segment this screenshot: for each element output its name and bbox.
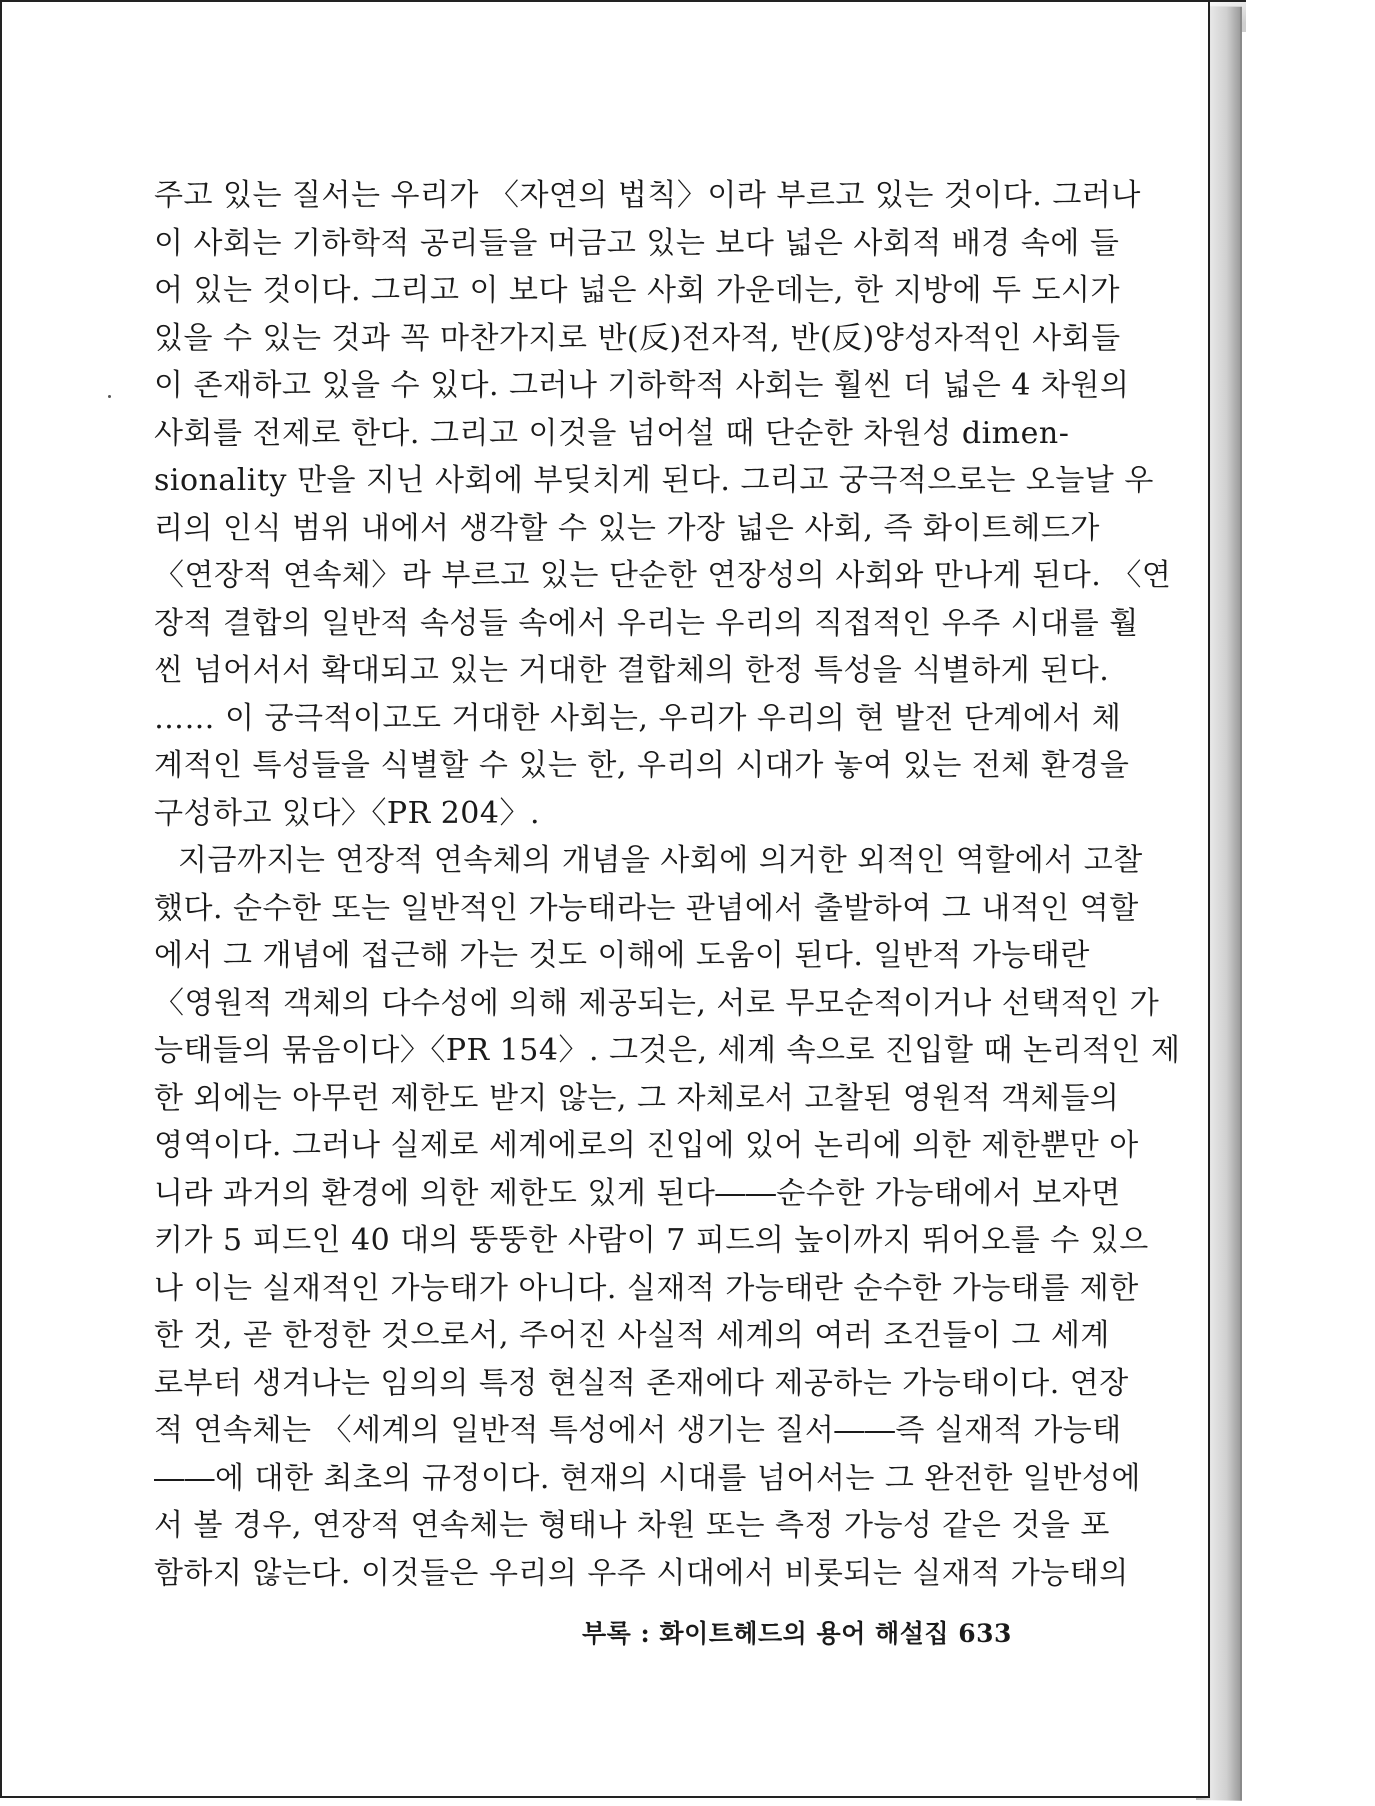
text-line: 지금까지는 연장적 연속체의 개념을 사회에 의거한 외적인 역할에서 고찰 xyxy=(178,843,1143,878)
text-line: 했다. 순수한 또는 일반적인 가능태라는 관념에서 출발하여 그 내적인 역할 xyxy=(154,890,1139,926)
text-line: ――에 대한 최초의 규정이다. 현재의 시대를 넘어서는 그 완전한 일반성에 xyxy=(154,1460,1141,1496)
paragraph-2 xyxy=(154,837,1181,1597)
text-line: 이 사회는 기하학적 공리들을 머금고 있는 보다 넓은 사회적 배경 속에 들 xyxy=(154,225,1120,261)
text-line: 로부터 생겨나는 임의의 특정 현실적 존재에다 제공하는 가능태이다. 연장 xyxy=(154,1365,1129,1401)
text-line: 나 이는 실재적인 가능태가 아니다. 실재적 가능태란 순수한 가능태를 제한 xyxy=(154,1270,1139,1306)
paragraph-1 xyxy=(154,172,1172,837)
text-line: 장적 결합의 일반적 속성들 속에서 우리는 우리의 직접적인 우주 시대를 훨 xyxy=(154,605,1139,641)
body-text xyxy=(154,172,1181,1597)
text-line: 영역이다. 그러나 실제로 세계에로의 진입에 있어 논리에 의한 제한뿐만 아 xyxy=(154,1128,1139,1163)
text-line: 능태들의 묶음이다〉〈PR 154〉. 그것은, 세계 속으로 진입할 때 논리적인 제 xyxy=(154,1033,1181,1068)
text-line: 사회를 전제로 한다. 그리고 이것을 넘어설 때 단순한 차원성 dimen- xyxy=(154,415,1070,451)
text-line: 어 있는 것이다. 그리고 이 보다 넓은 사회 가운데는, 한 지방에 두 도시가 xyxy=(154,273,1120,308)
page-footer: 부록 : 화이트헤드의 용어 해설집 633 xyxy=(582,1619,1012,1648)
text-line: 주고 있는 질서는 우리가 〈자연의 법칙〉이라 부르고 있는 것이다. 그러나 xyxy=(154,178,1141,213)
text-line: 〈연장적 연속체〉라 부르고 있는 단순한 연장성의 사회와 만나게 된다. 〈연 xyxy=(154,558,1172,593)
text-line: 씬 넘어서서 확대되고 있는 거대한 결합체의 한정 특성을 식별하게 된다. xyxy=(154,653,1110,688)
text-line: 적 연속체는 〈세계의 일반적 특성에서 생기는 질서――즉 실재적 가능태 xyxy=(154,1413,1122,1448)
text-line: 니라 과거의 환경에 의한 제한도 있게 된다――순수한 가능태에서 보자면 xyxy=(154,1175,1121,1211)
text-line: 키가 5 피드인 40 대의 뚱뚱한 사람이 7 피드의 높이까지 뛰어오를 수 있으 xyxy=(154,1223,1149,1258)
text-line: …… 이 궁극적이고도 거대한 사회는, 우리가 우리의 현 발전 단계에서 체 xyxy=(154,700,1122,736)
text-line: 이 존재하고 있을 수 있다. 그러나 기하학적 사회는 훨씬 더 넓은 4 차원의 xyxy=(154,368,1130,403)
speck-mark xyxy=(108,395,111,398)
text-line: 한 것, 곧 한정한 것으로서, 주어진 사실적 세계의 여러 조건들이 그 세계 xyxy=(154,1318,1110,1353)
text-line: 리의 인식 범위 내에서 생각할 수 있는 가장 넓은 사회, 즉 화이트헤드가 xyxy=(154,510,1100,546)
text-line: 있을 수 있는 것과 꼭 마찬가지로 반(反)전자적, 반(反)양성자적인 사회들 xyxy=(154,320,1121,356)
text-line: 〈영원적 객체의 다수성에 의해 제공되는, 서로 무모순적이거나 선택적인 가 xyxy=(154,985,1160,1021)
text-line: 에서 그 개념에 접근해 가는 것도 이해에 도움이 된다. 일반적 가능태란 xyxy=(154,938,1090,973)
text-line: 구성하고 있다〉〈PR 204〉. xyxy=(154,795,541,831)
text-line: 함하지 않는다. 이것들은 우리의 우주 시대에서 비롯되는 실재적 가능태의 xyxy=(154,1555,1129,1591)
text-line: 계적인 특성들을 식별할 수 있는 한, 우리의 시대가 놓여 있는 전체 환경을 xyxy=(154,748,1130,783)
text-line: 한 외에는 아무런 제한도 받지 않는, 그 자체로서 고찰된 영원적 객체들의 xyxy=(154,1080,1120,1116)
text-line: sionality 만을 지닌 사회에 부딪치게 된다. 그리고 궁극적으로는 오늘날 우 xyxy=(154,463,1154,498)
text-line: 서 볼 경우, 연장적 연속체는 형태나 차원 또는 측정 가능성 같은 것을 포 xyxy=(154,1508,1110,1543)
